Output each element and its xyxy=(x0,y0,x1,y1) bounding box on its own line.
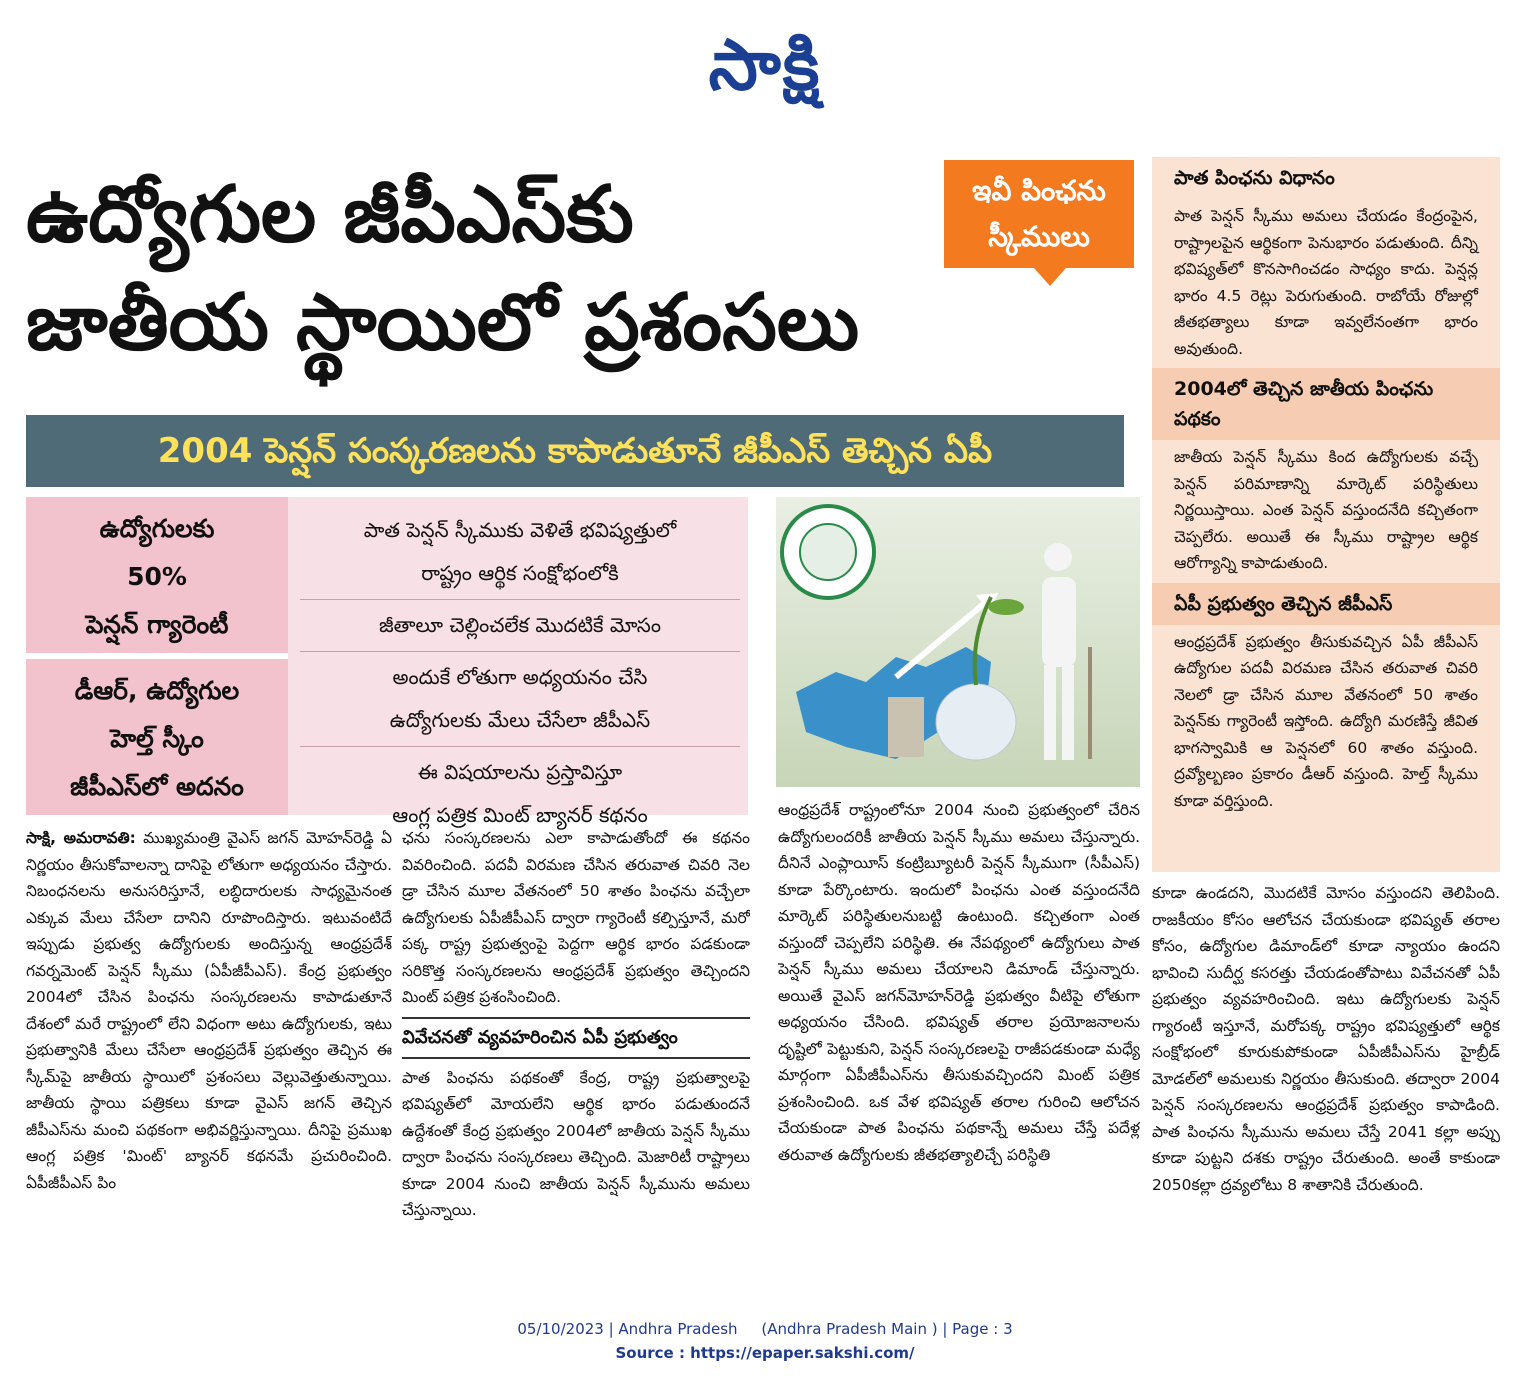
coin-stack-icon xyxy=(888,697,924,757)
highlight-box-1-line: పెన్షన్ గ్యారెంటీ xyxy=(85,610,229,639)
article-text: కూడా ఉండదని, మొదటికే మోసం వస్తుందని తెలిపింది. రాజకీయం కోసం ఆలోచన చేయకుండా భవిష్యత్ తరాల కోసం, ఉద్యోగుల డిమాండ్‌లో కూడా న్యాయం ఉందని భావించి సుదీర్ఘ కసరత్తు చేయడంతోపాటు వివేచనతో ఏపీ ప్రభుత్వం వ్యవహరించింది. ఇటు ఉద్యోగులకు పెన్షన్ గ్యారంటీ ఇస్తూనే, మరోపక్క రాష్ట్రం భవిష్యత్తులో ఆర్థిక సంక్షోభంలో కూరుకుపోకుండా ఏపీజీపీఎస్‌ను హైబ్రీడ్ మోడల్‌లో అమలుకు నిర్ణయం తీసుకుంది. తద్వారా 2004 పెన్షన్ సంస్కరణలను ఆంధ్రప్రదేశ్ ప్రభుత్వం కాపాడింది. పాత పింఛను స్కీమును అమలు చేస్తే 2041 కల్లా అప్పు కూడా పుట్టని దశకు రాష్ట్రం చేరుతుంది. అంతే కాకుండా 2050కల్లా ద్రవ్యలోటు 8 శాతానికి చేరుతుంది. xyxy=(1152,884,1500,1194)
article-text: ఛను సంస్కరణలను ఎలా కాపాడుతోందో ఈ కథనం వివరించింది. పదవీ విరమణ చేసిన తరువాత చివరి నెల డ్రా చేసిన మూల వేతనంలో 50 శాతం పింఛను వచ్చేలా ఉద్యోగులకు ఏపీజీపీఎస్ ద్వారా గ్యారెంటీ కల్పిస్తూనే, మరో పక్క రాష్ట్ర ప్రభుత్వంపై పెద్దగా ఆర్థిక భారం పడకుండా సరికొత్త సంస్కరణలను ఆంధ్రప్రదేశ్ ప్రభుత్వం తెచ్చిందని మింట్ పత్రిక ప్రశంసించింది. xyxy=(402,829,750,1006)
sidebar-text-gps: ఆంధ్రప్రదేశ్ ప్రభుత్వం తీసుకువచ్చిన ఏపీ జీపీఎస్ ఉద్యోగుల పదవీ విరమణ చేసిన తరువాత చివరి నెలలో డ్రా చేసిన మూల వేతనంలో 50 శాతం పెన్షన్‌కు గ్యారెంటీ ఇస్తోంది. ఉద్యోగి మరణిస్తే జీవిత భాగస్వామికి ఆ పెన్షనలో 60 శాతం వస్తుంది. ద్రవ్యోల్బణం ప్రకారం డీఆర్ వస్తుంది. హెల్త్ స్కీము కూడా వర్తిస్తుంది. xyxy=(1174,632,1478,810)
highlight-box-2 xyxy=(26,659,288,811)
pension-illustration xyxy=(776,497,1140,787)
elderly-figure-icon xyxy=(1044,543,1072,571)
highlight-row-line: ఈ విషయాలను ప్రస్తావిస్తూ xyxy=(417,760,623,784)
highlights-left xyxy=(26,497,288,815)
highlight-box-1 xyxy=(26,497,288,659)
highlight-row-line: రాష్ట్రం ఆర్థిక సంక్షోభంలోకి xyxy=(421,561,619,585)
article-column-3 xyxy=(778,797,1140,1280)
footer-source-link[interactable]: Source : https://epaper.sakshi.com/ xyxy=(615,1344,915,1362)
coin-jar-icon xyxy=(936,684,1016,760)
highlight-box-1-line: 50% xyxy=(127,562,187,591)
article-text: పాత పింఛను పథకంతో కేంద్ర, రాష్ట్ర ప్రభుత్వాలపై భవిష్యత్‌లో మోయలేని ఆర్థిక భారం పడుతుందనే ఉద్దేశంతో కేంద్ర ప్రభుత్వం 2004లో జాతీయ పెన్షన్ స్కీము ద్వారా పింఛను సంస్కరణలు తెచ్చింది. మెజారిటీ రాష్ట్రాలు కూడా 2004 నుంచి జాతీయ పెన్షన్ స్కీమును అమలు చేస్తున్నాయి. xyxy=(402,1068,750,1219)
masthead-logo: సాక్షి xyxy=(708,24,822,106)
scheme-tag xyxy=(944,160,1134,268)
pension-photo xyxy=(776,497,1140,787)
article-column-1 xyxy=(26,825,392,1280)
highlight-row-line: అందుకే లోతుగా అధ్యయనం చేసి xyxy=(392,665,648,689)
sidebar-head-gps: ఏపీ ప్రభుత్వం తెచ్చిన జీపీఎస్ xyxy=(1152,583,1500,625)
highlight-row: జీతాలూ చెల్లించలేక మొదటికే మోసం xyxy=(300,600,740,652)
highlight-box-2-line: డీఆర్, ఉద్యోగుల xyxy=(74,676,240,705)
highlight-row-line: పాత పెన్షన్ స్కీముకు వెళితే భవిష్యత్తులో xyxy=(363,518,677,542)
headline-line1: ఉద్యోగుల జీపీఎస్‌కు xyxy=(26,170,634,260)
highlight-box-2-line: జీపీఎస్‌లో అదనం xyxy=(70,772,244,801)
plant-icon xyxy=(988,599,1024,615)
dateline: సాక్షి, అమరావతి: xyxy=(26,829,136,847)
sidebar-text-nps: జాతీయ పెన్షన్ స్కీము కింద ఉద్యోగులకు వచ్చే పెన్షన్ పరిమాణాన్ని మార్కెట్ పరిస్థితులు నిర్ణయిస్తాయి. ఎంత పెన్షన్ వస్తుందనేది కచ్చితంగా చెప్పలేరు. అయితే ఈ స్కీము రాష్ట్రాల ఆర్థిక ఆరోగ్యాన్ని కాపాడుతుంది. xyxy=(1174,448,1478,572)
highlight-row xyxy=(300,505,740,600)
sidebar-text-old-pension: పాత పెన్షన్ స్కీము అమలు చేయడం కేంద్రంపైన, రాష్ట్రాలపైన ఆర్థికంగా పెనుభారం పడుతుంది. దీన్ని భవిష్యత్‌లో కొనసాగించడం సాధ్యం కాదు. పెన్షన్ల భారం 4.5 రెట్లు పెరుగుతుంది. రాబోయే రోజుల్లో జీతభత్యాలు కూడా ఇవ్వలేనంతగా భారం అవుతుంది. xyxy=(1174,207,1478,358)
article-text: ముఖ్యమంత్రి వైఎస్ జగన్ మోహన్‌రెడ్డి ఏ నిర్ణయం తీసుకోవాలన్నా దానిపై లోతుగా అధ్యయనం చేస్తారు. నిబంధనలను అనుసరిస్తూనే, లబ్ధిదారులకు సాధ్యమైనంత ఎక్కువ మేలు చేసేలా దానిని రూపొందిస్తారు. ఇటువంటిదే ఇప్పుడు ప్రభుత్వ ఉద్యోగులకు అందిస్తున్న ఆంధ్రప్రదేశ్ గవర్నమెంట్ పెన్షన్ స్కీము (ఏపీజీపీఎస్). కేంద్ర ప్రభుత్వం 2004లో చేసిన పింఛను సంస్కరణలను కాపాడుతూనే దేశంలో మరే రాష్ట్రంలో లేని విధంగా అటు ఉద్యోగులకు, ఇటు ప్రభుత్వానికి మేలు చేసేలా ఆంధ్రప్రదేశ్ ప్రభుత్వం తెచ్చిన ఈ స్కీమ్‌పై జాతీయ స్థాయిలో ప్రశంసలు వెల్లువెత్తుతున్నాయి. జాతీయ స్థాయి పత్రికలు కూడా వైఎస్ జగన్ తెచ్చిన జీపీఎస్‌ను మంచి పథకంగా అభివర్ణిస్తున్నాయి. దీనిపై ప్రముఖ ఆంగ్ల పత్రిక 'మింట్' బ్యానర్ కథనమే ప్రచురించింది. ఏపీజీపీఎస్ పిం xyxy=(26,829,392,1192)
article-column-4 xyxy=(1152,880,1500,1280)
pension-schemes-sidebar xyxy=(1152,157,1500,872)
article-column-2 xyxy=(402,825,750,1280)
scheme-tag-line2: స్కీములు xyxy=(988,220,1090,253)
article-subhead: వివేచనతో వ్యవహరించిన ఏపీ ప్రభుత్వం xyxy=(402,1017,750,1059)
highlight-box-1-line: ఉద్యోగులకు xyxy=(99,514,215,543)
sub-headline-banner: 2004 పెన్షన్ సంస్కరణలను కాపాడుతూనే జీపీఎస్ తెచ్చిన ఏపీ xyxy=(26,415,1124,487)
highlights-right xyxy=(300,505,740,841)
headline-line2: జాతీయ స్థాయిలో ప్రశంసలు xyxy=(26,278,860,368)
sidebar-head-old-pension: పాత పింఛను విధానం xyxy=(1174,167,1335,189)
highlight-box-2-line: హెల్త్ స్కీం xyxy=(110,724,204,753)
sidebar-head-nps: 2004లో తెచ్చిన జాతీయ పింఛను పథకం xyxy=(1152,368,1500,440)
highlight-row-line: ఆంగ్ల పత్రిక మింట్ బ్యానర్ కథనం xyxy=(392,803,648,827)
footer-edition-info: 05/10/2023 | Andhra Pradesh (Andhra Pradesh Main ) | Page : 3 xyxy=(517,1320,1013,1338)
highlight-row-line: ఉద్యోగులకు మేలు చేసేలా జీపీఎస్ xyxy=(389,708,651,732)
article-text: ఆంధ్రప్రదేశ్ రాష్ట్రంలోనూ 2004 నుంచి ప్రభుత్వంలో చేరిన ఉద్యోగులందరికీ జాతీయ పెన్షన్ స్కీము అమలు చేస్తున్నారు. దీనినే ఎంప్లాయీస్ కంట్రిబ్యూటరీ పెన్షన్ స్కీముగా (సీపీఎస్) కూడా పేర్కొంటారు. ఇందులో పింఛను ఎంత వస్తుందనేది మార్కెట్ పరిస్థితులనుబట్టి ఉంటుంది. కచ్చితంగా ఎంత వస్తుందో చెప్పలేని పరిస్థితి. ఈ నేపథ్యంలో ఉద్యోగులు పాత పెన్షన్ స్కీము అమలు చేయాలని డిమాండ్ చేస్తున్నారు. అయితే వైఎస్ జగన్‌మోహన్‌రెడ్డి ప్రభుత్వం వీటిపై లోతుగా అధ్యయనం చేసింది. భవిష్యత్ తరాల ప్రయోజనాలను దృష్టిలో పెట్టుకుని, పెన్షన్ సంస్కరణలపై రాజీపడకుండా మధ్యే మార్గంగా ఏపీజీపీఎస్‌ను తీసుకువచ్చిందని మింట్ పత్రిక ప్రశంసించింది. ఒక వేళ భవిష్యత్ తరాల గురించి ఆలోచన చేయకుండా పాత పింఛను పథకాన్నే అమలు చేస్తే పదేళ్ల తరువాత ఉద్యోగులకు జీతభత్యాలిచ్చే పరిస్థితి xyxy=(778,801,1140,1164)
scheme-tag-line1: ఇవీ పింఛను xyxy=(972,174,1106,207)
highlight-row xyxy=(300,652,740,747)
